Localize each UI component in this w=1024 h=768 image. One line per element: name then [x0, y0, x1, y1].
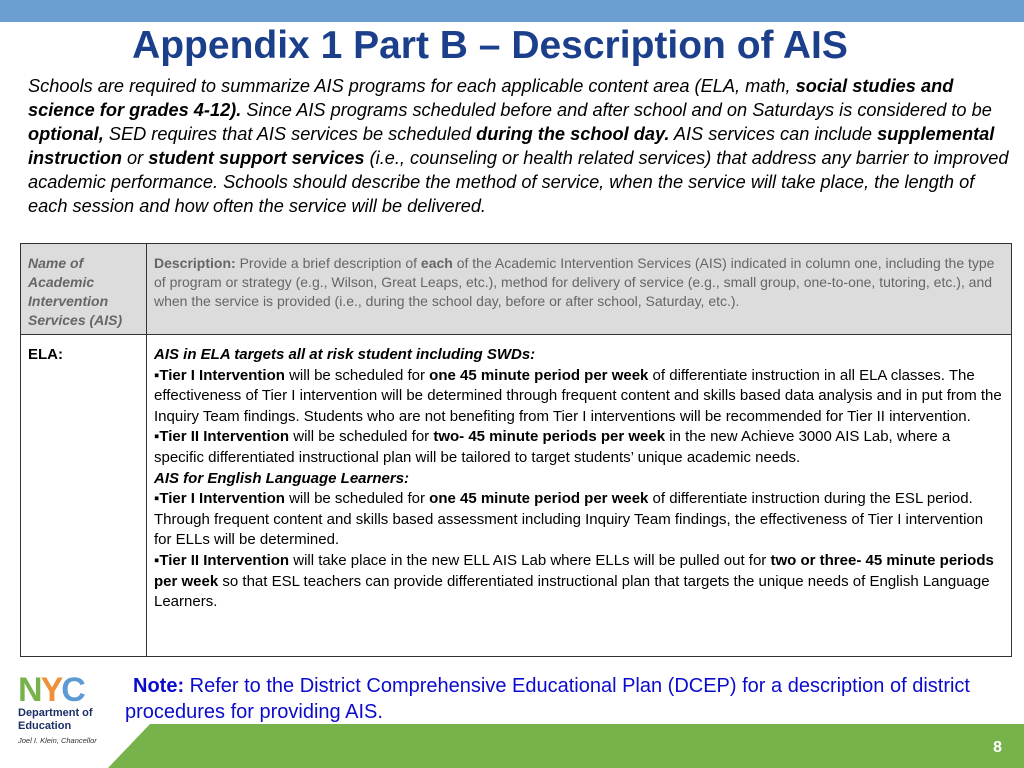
text-segment: will be scheduled for — [284, 490, 430, 508]
text-segment: AIS services can include — [669, 124, 878, 144]
text-segment: ▪Tier I Intervention — [154, 490, 285, 508]
text-segment: of differentiate instruction during the ESL period. Through frequent content and skills based assessment including Inquiry Team findings, the effectiveness of Tier I intervention for ELLs will be determined. — [154, 490, 984, 549]
logo-chancellor: Joel I. Klein, Chancellor — [18, 736, 97, 745]
header-name-cell: Name of Academic Intervention Services (AIS) — [21, 244, 147, 335]
note-text — [125, 673, 1020, 725]
header-description-cell — [147, 244, 1012, 335]
text-segment: ▪Tier I Intervention — [154, 366, 285, 384]
text-segment: optional, — [28, 124, 104, 144]
text-segment: so that ESL teachers can provide differentiated instructional plan that targets the unique needs of English Language Learners. — [154, 572, 990, 611]
text-segment: AIS for English Language Learners: — [154, 469, 410, 487]
page-number: 8 — [993, 739, 1002, 756]
row-label-cell: ELA: — [21, 335, 147, 657]
text-segment: will take place in the new ELL AIS Lab where ELLs will be pulled out for — [289, 551, 771, 569]
top-accent-bar — [0, 0, 1024, 22]
row-description-cell — [147, 335, 1012, 657]
text-segment: student support services — [148, 148, 365, 168]
text-segment: each — [420, 255, 453, 271]
text-segment: one 45 minute period per week — [429, 366, 649, 384]
text-segment: Note: — [133, 675, 185, 697]
text-segment: Schools are required to summarize AIS programs for each applicable content area (ELA, math, — [28, 76, 796, 96]
text-segment: Refer to the District Comprehensive Educational Plan (DCEP) for a description of district procedures for providing AIS. — [125, 675, 970, 723]
text-segment: Description: — [154, 255, 236, 271]
ais-table — [20, 243, 1012, 657]
text-segment: will be scheduled for — [289, 428, 434, 446]
text-segment: of differentiate instruction in all ELA classes. The effectiveness of Tier I intervention will be determined through frequent content and skills based data analysis and in put from the Inquiry Team findings. Students who are not benefiting from Tier I interventions will be recommended for Tier II intervention. — [154, 366, 1002, 425]
text-segment: in the new Achieve 3000 AIS Lab, where a specific differentiated instructional plan will be tailored to target students’ unique academic needs. — [154, 428, 951, 466]
text-segment: Since AIS programs scheduled before and after school and on Saturdays is considered to be — [241, 100, 992, 120]
table-header-row — [21, 244, 1012, 335]
text-segment: during the school day. — [476, 124, 670, 144]
table-row — [21, 335, 1012, 657]
text-segment: Provide a brief description of — [235, 255, 421, 271]
logo-department: Department of — [18, 707, 93, 719]
footer-green-band — [0, 724, 1024, 768]
slide-title: Appendix 1 Part B – Description of AIS — [132, 24, 848, 67]
text-segment: or — [121, 148, 149, 168]
text-segment: social studies and science for grades 4-12). — [28, 76, 954, 120]
nyc-doe-logo — [18, 673, 123, 745]
text-segment: ▪Tier II Intervention — [154, 428, 290, 446]
text-segment: of the Academic Intervention Services (AIS) indicated in column one, including the type of program or strategy (e.g., Wilson, Great Leaps, etc.), method for delivery of service (e.g., small group, one-to-one, tutoring, etc.), and when the service is provided (i.e., during the school day, before or after school, Saturday, etc.). — [154, 255, 995, 309]
nyc-logo-letters: NYC — [18, 671, 84, 709]
text-segment: AIS in ELA targets all at risk student including SWDs: — [154, 346, 536, 363]
text-segment: one 45 minute period per week — [429, 490, 649, 508]
text-segment: supplemental instruction — [28, 124, 995, 168]
text-segment: two- 45 minute periods per week — [433, 428, 666, 446]
text-segment: SED requires that AIS services be scheduled — [103, 124, 477, 144]
text-segment: ▪Tier II Intervention — [154, 551, 290, 569]
intro-paragraph — [28, 74, 1018, 218]
text-segment: will be scheduled for — [284, 366, 430, 384]
text-segment: (i.e., counseling or health related services) that address any barrier to improved academic performance. Schools should describe the method of service, when the service will take place, the length of each session and how often the service will be delivered. — [28, 148, 1009, 216]
text-segment: two or three- 45 minute periods per week — [154, 551, 994, 590]
logo-education: Education — [18, 720, 72, 732]
